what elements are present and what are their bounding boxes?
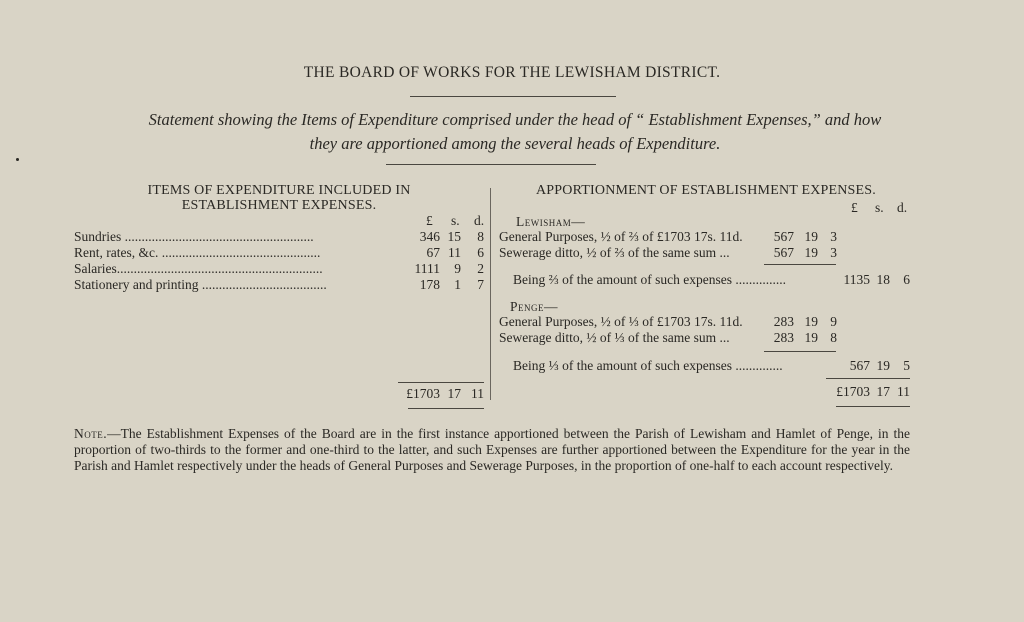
penge-label: Penge— — [510, 299, 559, 314]
penge-sewerage-pence: 8 — [830, 330, 837, 345]
item-shillings: 15 — [447, 229, 461, 244]
subtitle-line-2: they are apportioned among the several heads of Expenditure. — [309, 134, 721, 153]
left-header-shillings: s. — [451, 213, 460, 228]
ink-mark — [16, 158, 19, 161]
lewisham-subtotal-rule — [764, 264, 836, 265]
item-pounds: 346 — [419, 229, 440, 244]
left-total-rule-top — [398, 382, 484, 383]
item-shillings: 9 — [454, 261, 461, 276]
item-pounds: 178 — [419, 277, 440, 292]
right-header-shillings: s. — [875, 200, 884, 215]
right-header-pence: d. — [897, 200, 908, 215]
lewisham-sewerage-shillings: 19 — [804, 245, 818, 260]
right-total-pence: 11 — [897, 384, 910, 399]
item-shillings: 11 — [448, 245, 461, 260]
item-pounds: 67 — [426, 245, 440, 260]
note-text: —The Establishment Expenses of the Board are in the first instance apportioned between the Parish of Lewisham and Hamlet of Penge, in the proportion of two-thirds to the former and one-third to the latter, and such Expenses are further apportioned between the Expenditure for the year in the Parish and Hamlet respectively under the heads of General Purposes and Sewerage Purposes, in the proportion of one-half to each account respectively. — [74, 426, 910, 474]
left-total-shillings: 17 — [447, 386, 461, 401]
note-label: Note. — [74, 426, 108, 441]
column-divider — [490, 188, 491, 400]
lewisham-sewerage-pence: 3 — [830, 245, 837, 260]
right-header-pounds: £ — [851, 200, 858, 215]
note-paragraph — [74, 426, 910, 475]
penge-general-pence: 9 — [830, 314, 837, 329]
penge-sewerage-text: Sewerage ditto, ½ of ⅓ of the same sum ... — [499, 330, 730, 345]
right-total-rule-top — [826, 378, 910, 379]
lewisham-general-pounds: 567 — [773, 229, 794, 244]
right-total-pounds: £1703 — [836, 384, 870, 399]
left-header-pence: d. — [474, 213, 485, 228]
lewisham-being-shillings: 18 — [876, 272, 890, 287]
item-pence: 2 — [477, 261, 484, 276]
item-pence: 7 — [477, 277, 484, 292]
left-header-pounds: £ — [426, 213, 433, 228]
item-label-rent: Rent, rates, &c. ............................................... — [74, 245, 321, 260]
document-subtitle — [60, 108, 970, 156]
right-total-shillings: 17 — [876, 384, 890, 399]
lewisham-general-shillings: 19 — [804, 229, 818, 244]
lewisham-general-text: General Purposes, ½ of ⅔ of £1703 17s. 11d. — [499, 229, 743, 244]
penge-being-shillings: 19 — [876, 358, 890, 373]
item-label-stationery: Stationery and printing ..................................... — [74, 277, 327, 292]
left-column-heading — [74, 183, 484, 213]
item-pounds: 1111 — [414, 261, 440, 276]
title-rule — [410, 96, 616, 97]
left-heading-line-2: ESTABLISHMENT EXPENSES. — [181, 198, 377, 213]
lewisham-being-pounds: 1135 — [843, 272, 870, 287]
lewisham-sewerage-pounds: 567 — [773, 245, 794, 260]
penge-subtotal-rule — [764, 351, 836, 352]
right-total-rule-bottom — [836, 406, 910, 407]
lewisham-being-pence: 6 — [903, 272, 910, 287]
item-pence: 8 — [477, 229, 484, 244]
penge-general-text: General Purposes, ½ of ⅓ of £1703 17s. 11d. — [499, 314, 743, 329]
lewisham-being-text: Being ⅔ of the amount of such expenses ............... — [513, 272, 786, 287]
lewisham-general-pence: 3 — [830, 229, 837, 244]
penge-general-pounds: 283 — [773, 314, 794, 329]
left-heading-line-1: ITEMS OF EXPENDITURE INCLUDED IN — [147, 183, 411, 198]
penge-being-pence: 5 — [903, 358, 910, 373]
item-label-salaries: Salaries............................................................. — [74, 261, 323, 276]
right-column-heading: APPORTIONMENT OF ESTABLISHMENT EXPENSES. — [535, 183, 876, 198]
item-shillings: 1 — [454, 277, 461, 292]
item-pence: 6 — [477, 245, 484, 260]
penge-being-text: Being ⅓ of the amount of such expenses .............. — [513, 358, 783, 373]
item-label-sundries: Sundries ........................................................ — [74, 229, 314, 244]
subtitle-line-1: Statement showing the Items of Expenditure comprised under the head of “ Establishment Expenses,” and how — [148, 110, 882, 129]
penge-sewerage-pounds: 283 — [773, 330, 794, 345]
lewisham-sewerage-text: Sewerage ditto, ½ of ⅔ of the same sum ... — [499, 245, 730, 260]
penge-general-shillings: 19 — [804, 314, 818, 329]
document-title: THE BOARD OF WORKS FOR THE LEWISHAM DISTRICT. — [303, 64, 721, 81]
left-total-pence: 11 — [471, 386, 484, 401]
left-total-pounds: £1703 — [406, 386, 440, 401]
lewisham-label: Lewisham— — [516, 214, 586, 229]
subtitle-rule — [386, 164, 596, 165]
penge-sewerage-shillings: 19 — [804, 330, 818, 345]
left-total-rule-bottom — [408, 408, 484, 409]
penge-being-pounds: 567 — [849, 358, 870, 373]
